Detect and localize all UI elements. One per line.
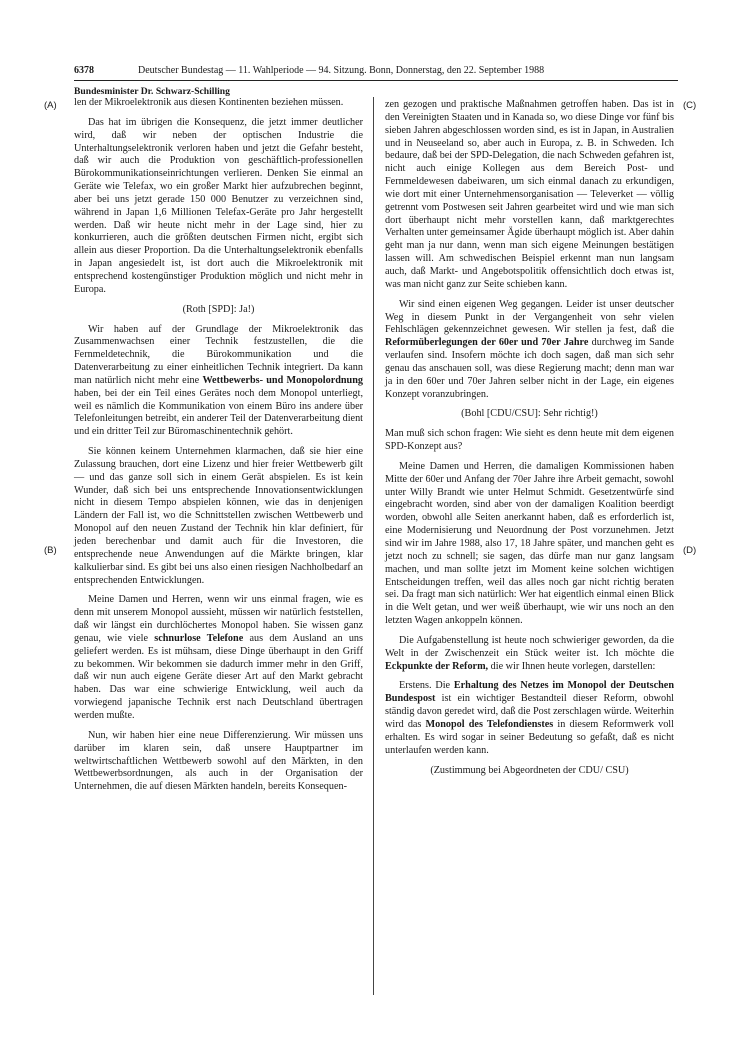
paragraph: zen gezogen und praktische Maßnahmen getroffen haben. Das ist in den Vereinigten Staaten und in Kanada so, wo diese Dinge vor fünf bis sieben Jahren abgeschlossen worden sind, es ist in Japan, in Australien und in Neuseeland so, aber auch in Europa, z. B. in Schweden. Ich bedaure, daß bei der SPD-Delegation, die nach Schweden gefahren ist, nicht auch einige Kollegen aus dem Bereich Post- und Fernmeldewesen dabeiwaren, um sich einmal danach zu erkundigen, wie dort mit einer Unternehmensorganisation — Televerket — völlig getrennt vom Postwesen seit Jahren gearbeitet wird und wie man sich dort überhaupt nicht mehr vorstellen kann, daß marktgerechtes Verhalten unter gemeinsamer Ägide überhaupt möglich ist. Aber dahin geht man ja nur dann, wenn man sich eigene Meinungen bestätigen lassen will. Am schwedischen Beispiel erkennt man nun langsam auch, daß Markt- und Angebotspolitik offensichtlich doch etwas ist, was man nicht ganz zur Seite schieben kann.	[385, 99, 674, 290]
header-rule	[74, 80, 678, 81]
emphasis: schnurlose Telefone	[154, 632, 244, 644]
paragraph: Meine Damen und Herren, die damaligen Kommissionen haben Mitte der 60er und Anfang der 70er Jahre ihre Arbeit gemacht, sowohl unter Willy Brandt wie unter Helmut Schmidt. Gesetzentwürfe sind eingebracht worden, sind aber von der damaligen Koalition beerdigt worden, obwohl alle Seiten anerkannt haben, daß es erforderlich ist, eine Modernisierung und Neuordnung der Post vorzunehmen. Jetzt sind wir im Jahre 1988, also 17, 18 Jahre später, und manchen geht es jetzt noch zu schnell; sie sagen, das dürfe man nur ganz langsam machen, und man sollte jetzt im Moment keine solchen wichtigen Entscheidungen treffen, weil das alles noch gar nicht richtig beraten sei. Da fragt man sich natürlich: Wer hat eigentlich einmal einen Blick in die Welt getan, und wer weiß überhaupt, wie wir uns noch an den letzten Wagen ankoppeln können.	[385, 460, 674, 627]
paragraph: Das hat im übrigen die Konsequenz, die jetzt immer deutlicher wird, daß wir neben der optischen Industrie die Unterhaltungselektronik verloren haben und jetzt die Gefahr besteht, daß wir auch die Produktion von geschäftlich-professionellen Bürokommunikationseinrichtungen verlieren. Denken Sie einmal an Geräte wie Telefax, wo ein großer Markt hier aufzubrechen beginnt, aber bei uns jetzt gerade 150 000 Benutzer zu verzeichnen sind, während in Japan 1,6 Millionen Telefax-Geräte pro Jahr hergestellt werden. Daß wir heute nicht mehr in der Lage sind, hier zu konkurrieren, auch die größten deutschen Firmen nicht, ergibt sich allein aus dieser Proportion. Da die Unterhaltungselektronik ebenfalls in Japan angesiedelt ist, ist dort auch die Mikroelektronik mit entsprechend kostengünstiger Produktion möglich und nicht mehr in Europa.	[74, 116, 363, 295]
paragraph: Wir haben auf der Grundlage der Mikroelektronik das Zusammenwachsen einer Technik festzustellen, die die Fernmeldetechnik, die Bürokommunikation und die Datenverarbeitung zu einer einheitlichen Technik integriert. Da kann man natürlich nicht mehr eine Wettbewerbs- und Monopolordnung haben, bei der ein Teil eines Gerätes noch dem Monopol unterliegt, weil es nämlich die Kommunikation von einem Büro ins andere über Telefonleitungen betreibt, ein anderer Teil der Datenverarbeitung dient und ein dritter Teil zur Büromaschinentechnik gehört.	[74, 323, 363, 438]
paragraph: Die Aufgabenstellung ist heute noch schwieriger geworden, da die Welt in der Zwischenzeit ein Stück weiter ist. Ich möchte die Eckpunkte der Reform, die wir Ihnen heute vorlegen, darstellen:	[385, 634, 674, 672]
interjection: (Bohl [CDU/CSU]: Sehr richtig!)	[461, 408, 598, 420]
speaker-name: Bundesminister Dr. Schwarz-Schilling	[74, 86, 230, 97]
emphasis: Monopol des Telefondienstes	[425, 718, 554, 730]
emphasis: Erhaltung des Netzes im Monopol der Deutschen Bundespost	[385, 680, 674, 705]
paragraph: len der Mikroelektronik aus diesen Kontinenten beziehen müssen.	[74, 97, 344, 108]
interjection: (Zustimmung bei Abgeordneten der CDU/ CSU)	[430, 764, 629, 776]
interjection: (Roth [SPD]: Ja!)	[182, 303, 255, 315]
running-title: Deutscher Bundestag — 11. Wahlperiode — 94. Sitzung. Bonn, Donnerstag, den 22. September 1988	[138, 65, 545, 76]
running-header	[74, 64, 678, 78]
paragraph: Man muß sich schon fragen: Wie sieht es denn heute mit dem eigenen SPD-Konzept aus?	[385, 428, 674, 453]
margin-mark-b: (B)	[44, 545, 57, 556]
emphasis: Eckpunkte der Reform,	[385, 660, 489, 672]
margin-mark-d: (D)	[683, 545, 697, 556]
paragraph: Meine Damen und Herren, wenn wir uns einmal fragen, wie es denn mit unserem Monopol aussieht, müssen wir natürlich feststellen, daß wir längst ein durchlöchertes Monopol haben. Sie wissen ganz genau, wie viele schnurlose Telefone aus dem Ausland an uns geliefert werden. Es ist mühsam, diese Dinge überhaupt in den Griff zu bekommen. Wir bekommen sie dadurch immer mehr in den Griff, daß wir nun auch eigene Geräte dieser Art auf den Markt gebracht haben. Das war eine schwierige Entwicklung, weil auch da vorwiegend japanische Technik erst nach Deutschland übertragen werden mußte.	[74, 594, 363, 721]
paragraph: Wir sind einen eigenen Weg gegangen. Leider ist unser deutscher Weg in diesem Punkt in der Vergangenheit von sehr vielen Fehlschlägen gekennzeichnet gewesen. Wir stellen ja fest, daß die Reformüberlegungen der 60er und 70er Jahre durchweg im Sande verlaufen sind. Insofern möchte ich doch sagen, daß man sich sehr genau das anschauen soll, was diese Regierung macht; denn man war ja in den 60er und 70er Jahren selber nicht in der Lage, ein eigenes Konzept voranzubringen.	[385, 298, 674, 400]
paragraph: Nun, wir haben hier eine neue Differenzierung. Wir müssen uns darüber im klaren sein, daß unsere Hauptpartner im weltwirtschaftlichen Wettbewerb sowohl auf den Märkten, in den Wettbewerbsordnungen, als auch in der Organisation der Unternehmen, die auf diesen Märkten handeln, bereits Konsequen-	[74, 729, 363, 793]
right-column	[385, 99, 674, 784]
margin-mark-c: (C)	[683, 100, 697, 111]
emphasis: Reformüberlegungen der 60er und 70er Jahre	[385, 337, 589, 349]
paragraph: Erstens. Die Erhaltung des Netzes im Monopol der Deutschen Bundespost ist ein wichtiger Bestandteil dieser Reform, obwohl ständig davon geredet wird, daß die Post zerschlagen würde. Weiterhin wird das Monopol des Telefondienstes in diesem Reformwerk voll erhalten. Es wird sogar in seiner Bedeutung so gefaßt, daß es nicht unterlaufen werden kann.	[385, 680, 674, 756]
left-column	[74, 97, 363, 801]
page-number: 6378	[74, 65, 94, 76]
margin-mark-a: (A)	[44, 100, 57, 111]
paragraph: Sie können keinem Unternehmen klarmachen, daß sie hier eine Zulassung brauchen, dort eine Lizenz und hier freier Wettbewerb gilt — und das ganze soll sich in einem Gerät abspielen. Es ist kein Wunder, daß sich bei uns entsprechende Innovationsentwicklungen nicht in diesem Tempo abspielen können, wie das in denjenigen Ländern der Fall ist, wo die Schnittstellen zwischen Wettbewerb und Monopol auf den neuen Zustand der Technik hin klar definiert, für jeden berechenbar und damit auch für die Investoren, die entsprechende neue Anwendungen auf die Märkte bringen, klar kalkulierbar sind. Es gibt bei uns also einen riesigen Nachholbedarf an entsprechenden Entwicklungen.	[74, 446, 363, 586]
emphasis: Wettbewerbs- und Monopolordnung	[202, 374, 363, 386]
column-divider	[373, 97, 374, 995]
